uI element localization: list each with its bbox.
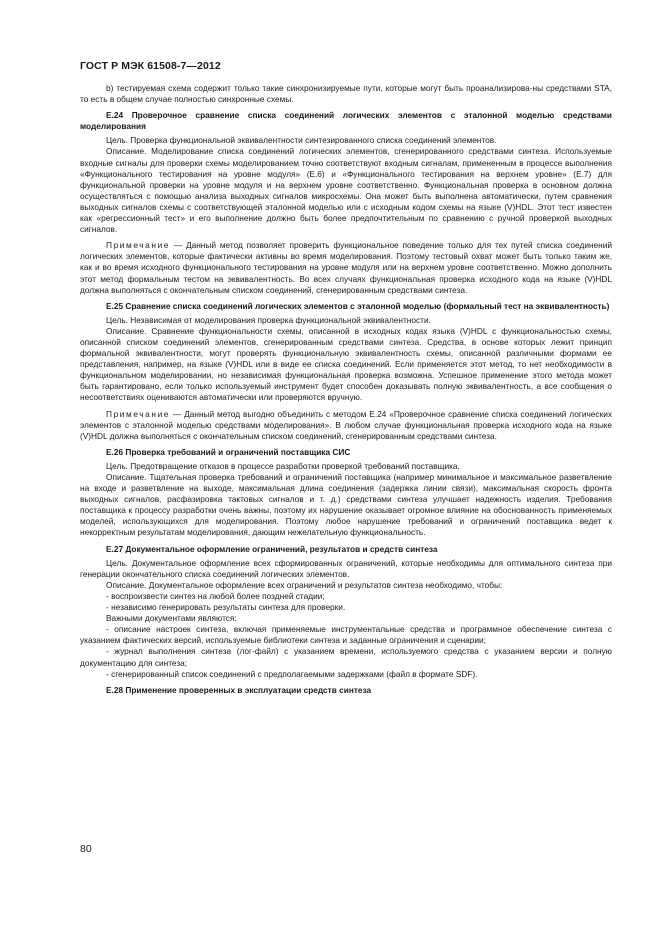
- section-e26-heading: Е.26 Проверка требований и ограничений поставщика СИС: [106, 446, 351, 457]
- list-item: - сгенерированный список соединений с предполагаемыми задержками (файл в формате SDF).: [106, 668, 478, 679]
- document-body: [80, 83, 612, 699]
- section-e25-description: Описание. Сравнение функциональности схемы, описанной в исходных кодах языка (V)HDL с функциональностью схемы, описанной списком соединений элементов, сгенерированным средствами синтеза. Средства, в основе которых лежит принцип формальной эквивалентности, могут проверять функциональную эквивалентность схемы, описанной различными формами ее представления, например, на языке (V)HDL или в виде ее списка соединений. Если применяется этот метод, то нет необходимости в функциональном моделировании, но независимая функциональная проверка возможна. Успешное применение этого метода может быть гарантировано, если только используемый инструмент будет способен доказывать полную эквивалентность, а все сообщения о несоответствиях оцениваются автоматически или проверяются вручную.: [80, 325, 612, 403]
- section-e27-description: Описание. Документальное оформление всех ограничений и результатов синтеза необходимо, чтобы:: [106, 579, 503, 590]
- section-e24-heading: Е.24 Проверочное сравнение списка соединений логических элементов с эталонной моделью средствами моделирования: [80, 110, 612, 132]
- section-e28-heading: Е.28 Применение проверенных в эксплуатации средств синтеза: [106, 684, 372, 695]
- section-e25-heading: Е.25 Сравнение списка соединений логических элементов с эталонной моделью (формальный тест на эквивалентность): [106, 300, 610, 311]
- note-text: — Данный метод позволяет проверить функциональное поведение только для тех путей списка соединений логических элементов, которые фактически активны во время моделирования. Поэтому тестовый охват может быть только таким же, как и во время исходного функционального тестирования на уровне модуля или на верхнем уровне соответственно. Можно дополнить этот метод формальным тестом на эквивалентность. Во всех случаях функциональная проверка исходного кода на языке (V)HDL должна выполняться с окончательным списком соединений, сгенерированным средствами синтеза.: [80, 240, 612, 295]
- page-number: 80: [80, 843, 92, 855]
- list-item: - воспроизвести синтез на любой более поздней стадии;: [106, 590, 325, 601]
- note-text: — Данный метод выгодно объединить с методом Е.24 «Проверочное сравнение списка соединений логических элементов с эталонной моделью средствами моделирования». В любом случае функциональная проверка исходного кода на языке (V)HDL должна выполняться с окончательным списком соединений, сгенерированным средствами синтеза.: [80, 408, 612, 441]
- standard-header: ГОСТ Р МЭК 61508-7—2012: [80, 60, 221, 72]
- section-e25-note: [80, 409, 612, 442]
- section-e24-note: [80, 240, 612, 295]
- note-label: Примечание: [106, 408, 171, 419]
- section-e26-description: Описание. Тщательная проверка требований и ограничений поставщика (например минимальное и максимальное разветвление на входе и разветвление на выходе, максимальная длина соединения (задержка линии связи), максимальная скорость фронта выходных сигналов, расфазировка тактовых сигналов и т. д.) средствами синтеза улучшает надежность изделия. Требования поставщика к процессу разработки очень важны, поэтому их нарушение оказывает огромное влияние на обоснованность применяемых моделей, использующихся для моделирования. Поэтому любое нарушение требований и ограничений поставщика ведет к некорректным результатам моделирования, дающим нежелательную функциональность.: [80, 472, 612, 538]
- section-e24-goal: Цель. Проверка функциональной эквивалентности синтезированного списка соединений элементов.: [106, 135, 497, 146]
- list-item: - независимо генерировать результаты синтеза для проверки.: [106, 602, 346, 613]
- intro-paragraph: b) тестируемая схема содержит только такие синхронизируемые пути, которые могут быть проанализирова-ны средствами STA, то есть в общем случае полностью синхронные схемы.: [80, 83, 612, 105]
- list-item: - описание настроек синтеза, включая применяемые инструментальные средства и программное обеспечение синтеза с указанием фактических версий, используемые библиотеки синтеза и заданные ограничения и сценарии;: [80, 624, 612, 646]
- section-e24-description: Описание. Моделирование списка соединений логических элементов, сгенерированного средствами синтеза. Используемые входные сигналы для проверки схемы моделированием точно соответствуют входным сигналам, примененным в процессе выполнения «Функционального тестирования на уровне модуля» (Е.6) и «Функционального тестирования на верхнем уровне» (Е.7) для функциональной проверки на уровне модуля и на верхнем уровне соответственно. Функциональная проверка в основном должна осуществляться с помощью анализа выходных сигналов микросхемы. Она может быть выполнена автоматически, путем сравнения выходных сигналов схемы с соответствующей эталонной моделью или с исходным кодом схемы на языке (V)HDL. Этот тест известен как «регрессионный тест» и его выполнение должно быть более предпочтительным по сравнению с ручной проверкой выходных сигналов.: [80, 146, 612, 235]
- section-e27-docs-intro: Важными документами являются:: [106, 613, 237, 624]
- section-e27-heading: Е.27 Документальное оформление ограничений, результатов и средств синтеза: [106, 543, 438, 554]
- note-label: Примечание: [106, 240, 171, 251]
- section-e25-goal: Цель. Независимая от моделирования проверка функциональной эквивалентности.: [106, 314, 431, 325]
- list-item: - журнал выполнения синтеза (лог-файл) с указанием времени, используемого средства с указанием версии и полную документацию для синтеза;: [80, 646, 612, 668]
- section-e26-goal: Цель. Предотвращение отказов в процессе разработки проверкой требований поставщика.: [106, 460, 460, 471]
- section-e27-goal: Цель. Документальное оформление всех сформированных ограничений, которые необходимы для оптимального синтеза при генерации окончательного списка соединений логических элементов.: [80, 557, 612, 579]
